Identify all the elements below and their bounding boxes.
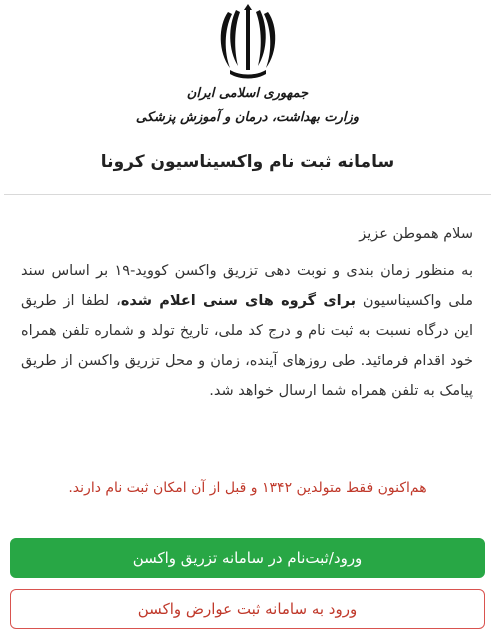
- description-part-2: ، لطفا از طریق این درگاه نسبت به ثبت نام و درج کد ملی، تاریخ تولد و شماره تلفن همراه خود اقدام فرمائید. طی روزهای آینده، زمان و محل تزریق واکسن از طریق پیامک به تلفن همراه شما ارسال خواهد شد.: [21, 293, 473, 399]
- greeting-text: سلام هموطن عزیز: [359, 226, 473, 242]
- side-effects-report-label: ورود به سامانه ثبت عوارض واکسن: [137, 600, 358, 618]
- iran-emblem-icon: [216, 4, 280, 80]
- eligibility-notice: هم‌اکنون فقط متولدین ۱۳۴۲ و قبل از آن امکان ثبت نام دارند.: [68, 480, 427, 496]
- description-bold: برای گروه های سنی اعلام شده: [120, 293, 357, 309]
- vaccine-registration-button[interactable]: [10, 538, 485, 578]
- page-title: سامانه ثبت نام واکسیناسیون کرونا: [100, 152, 395, 172]
- ministry-name: وزارت بهداشت، درمان و آموزش پزشکی: [135, 110, 360, 125]
- divider: [4, 194, 491, 195]
- vaccine-registration-label: ورود/ثبت‌نام در سامانه تزریق واکسن: [132, 549, 363, 567]
- description-part-1: به منظور زمان بندی و نوبت دهی تزریق واکسن کووید-۱۹ بر اساس سند ملی واکسیناسیون: [21, 263, 473, 309]
- government-name: جمهوری اسلامی ایران: [186, 86, 309, 101]
- description-paragraph: [21, 256, 473, 406]
- side-effects-report-button[interactable]: [10, 589, 485, 629]
